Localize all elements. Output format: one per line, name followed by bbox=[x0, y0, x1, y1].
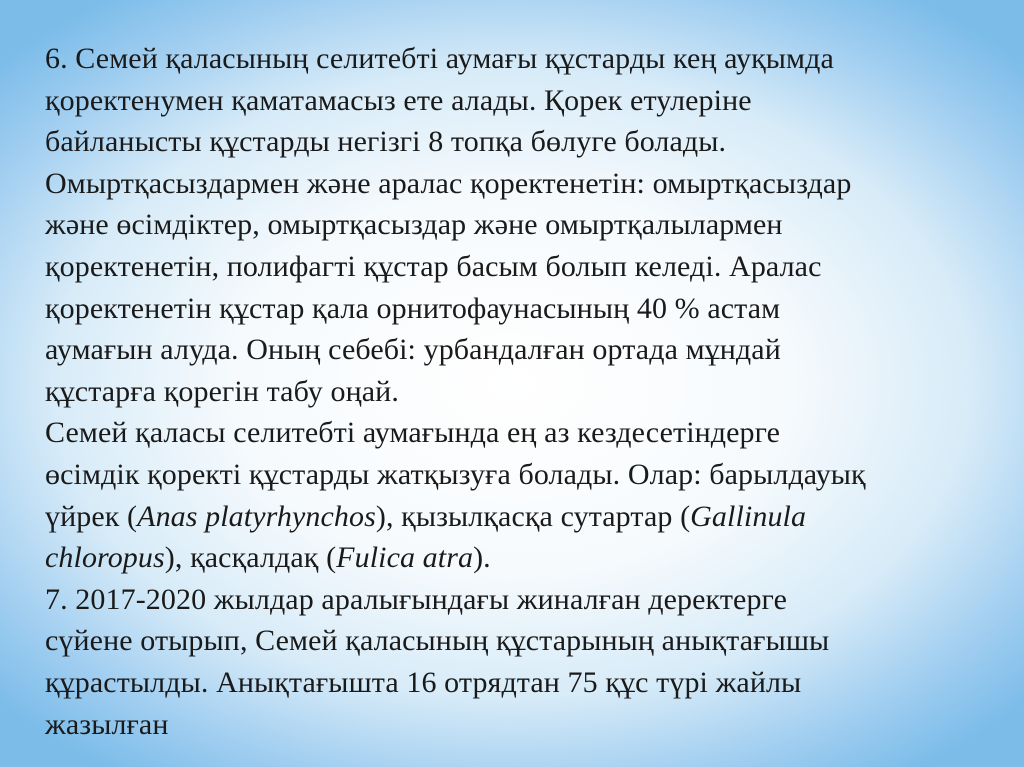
text-line: құрастылды. Анықтағышта 16 отрядтан 75 құс түрі жайлы bbox=[45, 665, 802, 699]
species-name-italic: Fulica atra bbox=[336, 541, 474, 575]
text-line: 6. Семей қаласының селитебті аумағы құстарды кең ауқымда bbox=[45, 42, 834, 75]
text-line: Омыртқасыздармен және аралас қоректенетін: омыртқасыздар bbox=[45, 166, 852, 200]
text-line: Семей қаласы селитебті аумағында ең аз кездесетіндерге bbox=[45, 416, 781, 450]
text-line: қоректенетін, полифагті құстар басым болып келеді. Аралас bbox=[45, 249, 822, 283]
species-name-italic: Gallinula bbox=[690, 499, 807, 533]
text-line: өсімдік қоректі құстарды жатқызуға болады. Олар: барылдауық bbox=[45, 457, 866, 491]
text-line: байланысты құстарды негізгі 8 топқа бөлуге болады. bbox=[45, 125, 727, 159]
text-line: құстарға қорегін табу оңай. bbox=[45, 374, 399, 408]
text-line: жазылған bbox=[45, 707, 169, 741]
text-line: сүйене отырып, Семей қаласының құстарының анықтағышы bbox=[45, 624, 830, 658]
text-line: 7. 2017-2020 жылдар аралығындағы жиналған деректерге bbox=[45, 582, 787, 616]
species-name-italic: chloropus bbox=[45, 541, 165, 575]
slide-body-text bbox=[45, 38, 1005, 745]
text-line: қоректенетін құстар қала орнитофаунасының 40 % астам bbox=[45, 291, 781, 325]
text-line: chloropus), қасқалдақ (Fulica atra). bbox=[45, 541, 491, 575]
text-line: аумағын алуда. Оның себебі: урбандалған ортада мұндай bbox=[45, 333, 781, 367]
species-name-italic: Anas platyrhynchos bbox=[137, 499, 376, 533]
text-line: үйрек (Anas platyrhynchos), қызылқасқа сутартар (Gallinula bbox=[45, 499, 807, 533]
text-line: қоректенумен қаматамасыз ете алады. Қорек етулеріне bbox=[45, 83, 752, 117]
text-line: және өсімдіктер, омыртқасыздар және омыртқалылармен bbox=[45, 208, 783, 242]
